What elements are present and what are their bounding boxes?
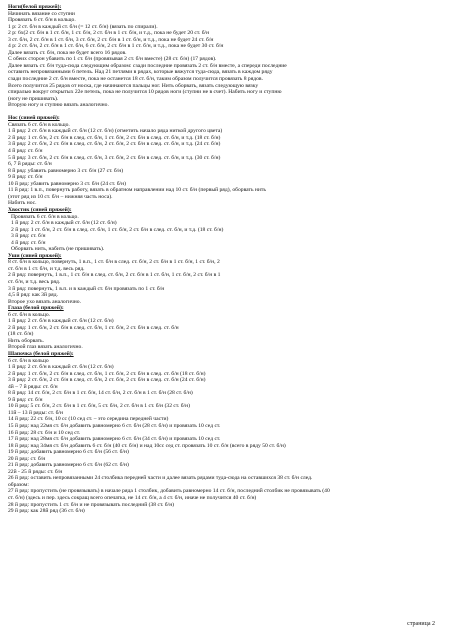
section-heading: Шапочка (белой пряжей): bbox=[8, 350, 74, 357]
page-number: страница 2 bbox=[407, 621, 435, 628]
text-line: 16 й ряд: 28 ст. б/н и 10 сед ст. bbox=[8, 429, 81, 436]
section-heading: Уши (синей пряжей): bbox=[8, 252, 62, 259]
text-line: (этот ряд из 10 ст. б/н – нижняя часть носа). bbox=[8, 193, 113, 200]
text-line: 26 й ряд: оставить непровязанными 24 столбика передней части и далее вязать рядами туда-сюда на оставшихся 38 ст. б/н след. bbox=[8, 475, 313, 482]
text-line: Набить нос. bbox=[8, 200, 37, 207]
text-line: 10 й ряд: убавить равномерно 3 ст. б/н (24 ст. б/н) bbox=[8, 180, 126, 187]
text-line: 9 й ряд: ст. б/н bbox=[8, 396, 43, 403]
text-line: 4 й ряд: ст. б/н bbox=[8, 148, 43, 155]
text-line: 3 ст. б/н, 2 ст. б/н в 1 ст. б/н, 3 ст. б/н, 2 ст. б/н в 1 ст. б/н, и т.д., пока не будет 24 ст. б/н bbox=[8, 36, 214, 43]
text-line: 22й - 25 й ряды: ст. б/н bbox=[8, 468, 63, 475]
text-line: Нить оборвать. bbox=[8, 337, 44, 344]
text-line: 4 р: 2 ст. б/н, 2 ст. б/н в 1 ст. б/н, 6 ст. б/н, 2 ст. б/н в 1 ст. б/н, и т.д., пока не будет 30 ст. б/н bbox=[8, 43, 224, 50]
text-line: Второе ухо вязать аналогично. bbox=[8, 298, 81, 305]
text-line: 2 й ряд: 1 ст. б/н, 2 ст. б/н в след. ст. б/н, 1 ст. б/н, 2 ст. б/н в след. ст. б/н (18 ст. б/н) bbox=[8, 370, 206, 377]
text-line: 1 й ряд: 2 ст. б/н в каждый ст. б/н (12 ст. б/н) bbox=[11, 220, 117, 227]
text-line: оставить непровязанными 6 петель. Над 21 петлями в рядах, которые вяжутся туда-сюда, вязать в каждом ряду bbox=[8, 69, 273, 76]
text-line: 27 й ряд: пропустить (не провязывать) в начале ряда 1 столбик, добавить равномерно 14 ст. б/н, последний столбик не провязывать (40 bbox=[8, 488, 330, 495]
text-line: 19 й ряд: добавить равномерно 6 ст. б/н (56 ст. б/н) bbox=[8, 449, 129, 456]
text-line: 3 й ряд: повернуть, 1 в.п. и в каждый ст. б/н провязать по 1 ст. б/н bbox=[8, 285, 165, 292]
text-line: 9 й ряд: ст. б/н bbox=[8, 174, 43, 181]
text-line: 21 й ряд: добавить равномерно 6 ст. б/н (62 ст. б/н) bbox=[8, 462, 129, 469]
text-line: Далее вязать ст. б/н, пока не будет всего 16 рядов. bbox=[8, 49, 127, 56]
text-line: 2 й ряд: повернуть, 1 в.п., 1 ст. б/н в след. ст. б/н, 2 ст. б/н в 1 ст. б/н, 1 ст. б/н, 2 ст. б/н в 1 bbox=[8, 272, 221, 279]
text-line: 1 р: 2 ст. б/н в каждый ст. б/н (= 12 ст. б/н) (вязать по спирали). bbox=[8, 23, 158, 30]
text-line: Провязать 6 ст. б/н в кольцо. bbox=[11, 213, 79, 220]
text-line: Второй глаз вязать аналогично. bbox=[8, 344, 83, 351]
text-line: Связать 6 ст. б/н в кольцо. bbox=[8, 121, 70, 128]
text-line: 6 ст. б/н в кольцо bbox=[8, 357, 49, 364]
text-line: Провязать 6 ст. б/н в кольцо. bbox=[8, 17, 76, 24]
text-line: сзади последние 2 ст. б/н вместе, пока не останется 18 ст. б/н, таким образом получится провязать 8 рядов. bbox=[8, 76, 263, 83]
text-line: 5 й ряд: 3 ст. б/н, 2 ст. б/н в след. ст. б/н, 3 ст. б/н, 2 ст. б/н в след. ст. б/н, и т.д. (30 ст. б/н) bbox=[8, 154, 221, 161]
text-line: 2 й ряд: 1 ст. б/н, 2 ст. б/н в след. ст. б/н, 1 ст. б/н, 2 ст. б/н в след. ст. б/н bbox=[8, 324, 179, 331]
text-line: 3 й ряд: 2 ст. б/н, 2 ст. б/н в след. ст. б/н, 2 ст. б/н, 2 ст. б/н в след. ст. б/н, и т.д. (24 ст. б/н) bbox=[8, 141, 221, 148]
text-line: Далее вязать ст. б/н туда-сюда следующим образом: сзади последние провязать 2 ст. б/н вместе, а спереди последние bbox=[8, 62, 287, 69]
text-line: 14 й ряд: 22 ст. б/н, 10 сс (10 сед ст. – это середина передней части) bbox=[8, 416, 169, 423]
text-line: 3 й ряд: 2 ст. б/н, 2 ст. б/н в след. ст. б/н, 2 ст. б/н, 2 ст. б/н в след. ст. б/н (24 ст. б/н) bbox=[8, 377, 206, 384]
text-line: 3 й ряд: ст. б/н bbox=[11, 233, 46, 240]
text-line: 8 й ряд: убавить равномерно 3 ст. б/н (27 ст. б/н) bbox=[8, 167, 124, 174]
text-line: 2 й ряд: 1 ст. б/н, 2 ст. б/н в след. ст. б/н, 1 ст. б/н, 2 ст. б/н в след. ст. б/н, и т.д. (18 ст. б/н) bbox=[11, 226, 224, 233]
text-line: 1 й ряд: 2 ст. б/н в каждый ст. б/н (12 ст. б/н) bbox=[8, 318, 114, 325]
section-heading: Хвостик (синей пряжей): bbox=[8, 206, 72, 213]
text-line: 4,5 й ряд: как 3й ряд. bbox=[8, 292, 58, 299]
text-line: Вторую ногу и ступню вязать аналогично. bbox=[8, 102, 109, 109]
text-line: Всего получится 25 рядов от носка, где начинаются пальцы ног. Нить оборвать, вязать следующую вязку bbox=[8, 82, 259, 89]
text-line: (ногу не пришивать). bbox=[8, 95, 59, 102]
text-line: ст. б/н, и т.д. весь ряд. bbox=[8, 278, 61, 285]
text-line: Оборвать нить, набить (не пришивать). bbox=[11, 246, 105, 253]
text-line: 6, 7 й ряды: ст. б/н bbox=[8, 161, 52, 168]
text-line: 10 й ряд: 5 ст. б/н, 2 ст. б/н в 1 ст. б/н, 5 ст. б/н, 2 ст. б/н в 1 ст. б/н (32 ст. б/н) bbox=[8, 403, 190, 410]
section-heading: Глаза (белой пряжей): bbox=[8, 305, 64, 312]
text-line: 8 й ряд: 14 ст. б/н, 2 ст. б/н в 1 ст. б/н, 14 ст. б/н, 2 ст. б/н в 1 ст. б/н (28 ст. б/н) bbox=[8, 390, 193, 397]
text-line: спиралью вокруг открытых 22е петель, пока не получится 10 рядов ноги (ступни не в счет). Набить ногу и ступню bbox=[8, 89, 282, 96]
text-line: 4й – 7 й ряды: ст. б/н bbox=[8, 383, 58, 390]
text-line: (18 ст. б/н) bbox=[8, 331, 34, 338]
section-heading: Ноги(белой пряжей): bbox=[8, 4, 62, 10]
text-line: 8 ст. б/н в кольцо, повернуть, 1 в.п., 1 ст. б/н в след. ст. б/н, 2 ст. б/н в 1 ст. б/н, 1 ст. б/н, 2 bbox=[8, 259, 220, 266]
text-line: 18 й ряд: над 34мя ст. б/н добавить 6 ст. б/н (40 ст. б/н) и над 10сс сед ст. провязать 10 ст. б/н (всего в ряду 50 ст. б/н) bbox=[8, 442, 286, 449]
text-line: 28 й ряд: пропустить 1 ст. б/н и не провязывать последний (38 ст. б/н) bbox=[8, 501, 175, 508]
text-line: 2 р: 6х(2 ст. б/н в 1 ст. б/н, 1 ст. б/н, 2 ст. б/н в 1 ст. б/н, и т.д., пока не будет 20 ст. б/н bbox=[8, 30, 210, 37]
instructions-text bbox=[8, 4, 449, 515]
text-line: ст. б/н в 1 ст. б/н, и т.д. весь ряд. bbox=[8, 265, 85, 272]
text-line: 2 й ряд: 1 ст. б/н, 2 ст. б/н в след. ст. б/н, 1 ст. б/н, 2 ст. б/н в след. ст. б/н, и т.д. (18 ст. б/н) bbox=[8, 134, 221, 141]
text-line: 4 й ряд: ст. б/н bbox=[11, 239, 46, 246]
text-line: 29 й ряд: как 28й ряд (36 ст. б/н) bbox=[8, 508, 85, 515]
text-line: С обеих сторон убавить по 1 ст. б/н (провязывая 2 ст. б/н вместе) (28 ст. б/н) (17 рядов). bbox=[8, 56, 217, 63]
text-line: 1 й ряд: 2 ст. б/н в каждый ст. б/н (12 ст. б/н) bbox=[8, 364, 114, 371]
text-line: 15 й ряд: над 22мя ст. б/н добавить равномерно 6 ст. б/н (28 ст. б/н) и провязать 10 сед ст. bbox=[8, 423, 221, 429]
text-line: 11й – 13 й ряды: ст. б/н bbox=[8, 409, 63, 416]
text-line: образом: bbox=[8, 481, 29, 488]
text-line: 17 й ряд: над 28мя ст. б/н добавить равномерно 6 ст. б/н (34 ст. б/н) и провязать 10 сед ст. bbox=[8, 436, 221, 443]
text-line: 6 ст. б/н в кольцо. bbox=[8, 311, 51, 318]
section-heading: Нос (синей пряжей): bbox=[8, 115, 60, 122]
text-line: 1 й ряд: 2 ст. б/н в каждый ст. б/н (12 ст. б/н) (отметить начало ряда ниткой другого цвета) bbox=[8, 128, 223, 135]
text-line: ст. б/н) (здесь и пер. здесь сокращ всего опечатка, не 14 ст. б/н, а 4 ст. б/н, иначе не получится 40 ст. б/н) bbox=[8, 495, 257, 502]
text-line: Начинать вязание со ступни bbox=[8, 10, 75, 17]
text-line: 20 й ряд: ст. б/н bbox=[8, 455, 46, 462]
text-line: 11 й ряд: 1 в.п., повернуть работу, вязать в обратном направлении над 10 ст. б/н (первый ряд), оборвать нить bbox=[8, 187, 266, 194]
